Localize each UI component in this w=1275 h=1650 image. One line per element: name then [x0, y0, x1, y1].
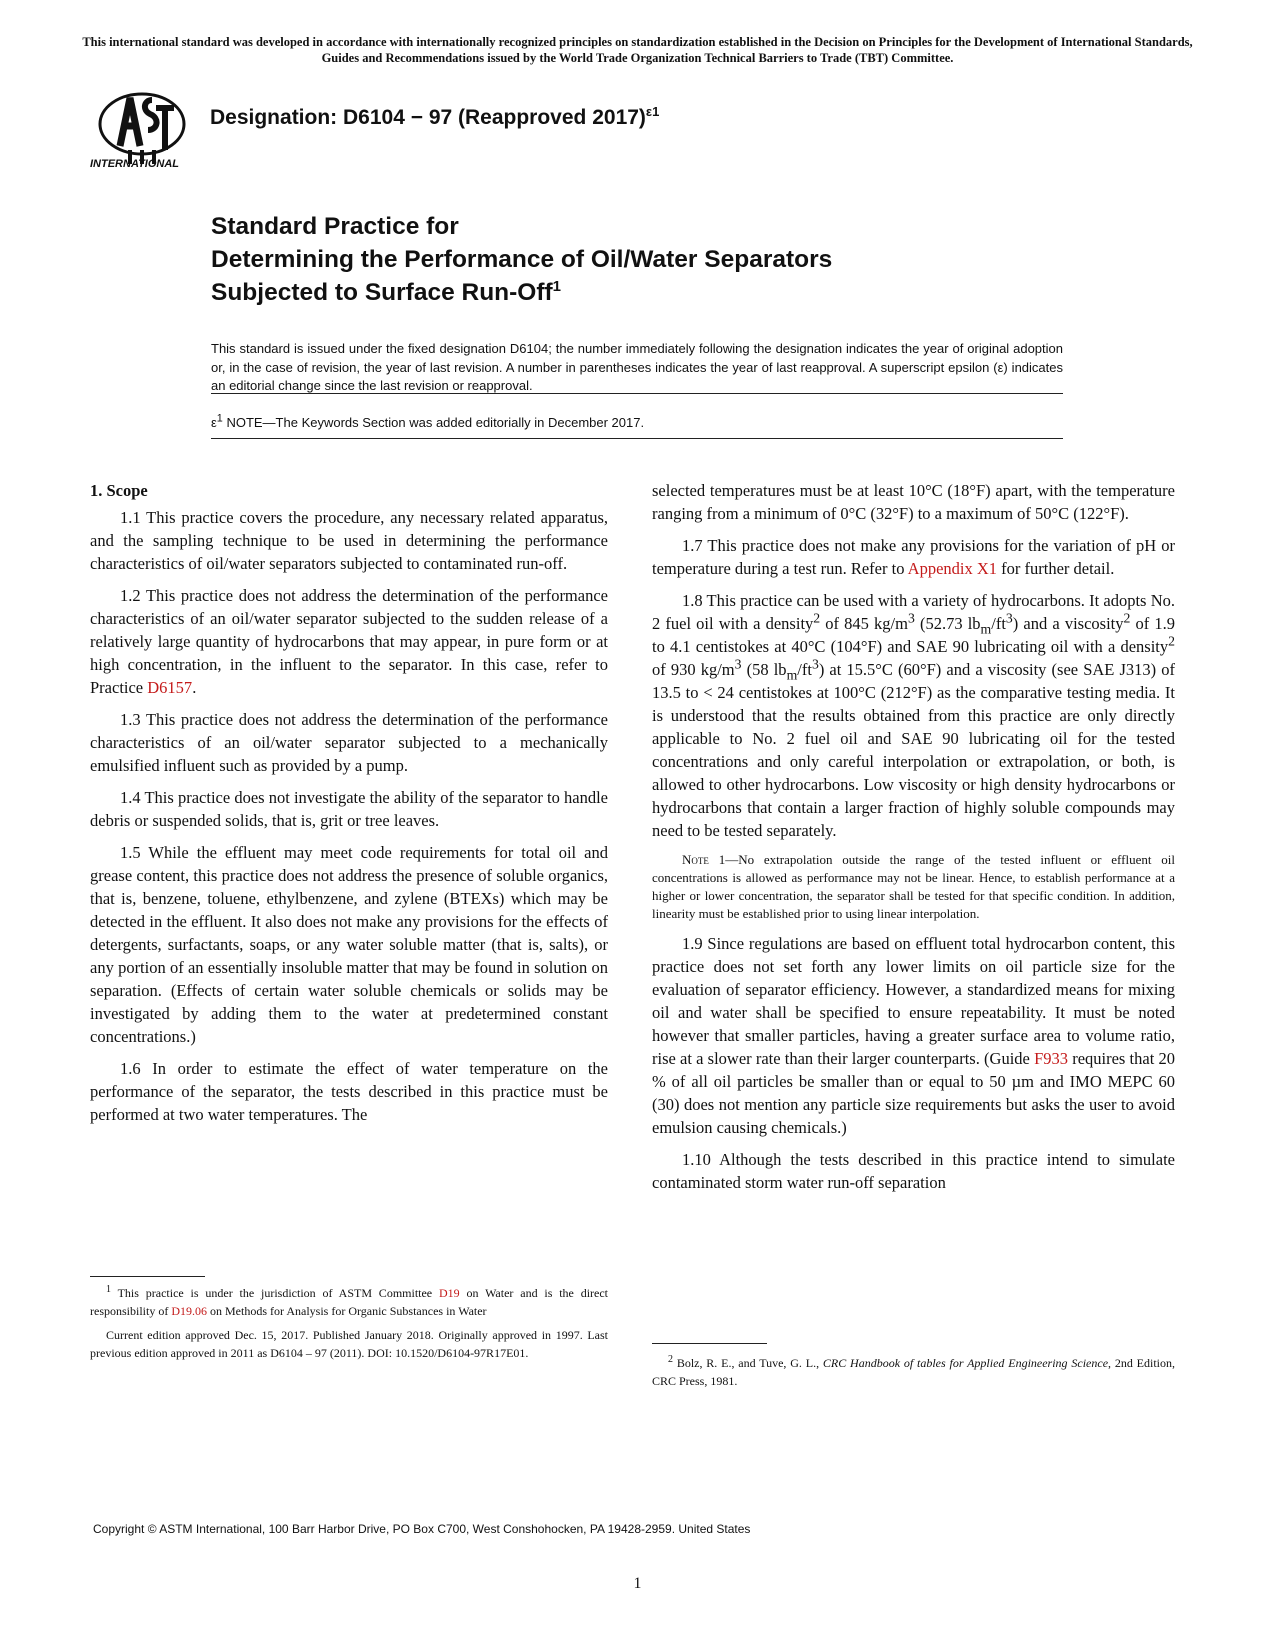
- footnote-2: $^2$ Bolz, R. E., and Tuve, G. L., CRC Handbook of tables for Applied Engineering Science, 2nd Edition, CRC Press, 1981.: [652, 1354, 1175, 1388]
- divider: [211, 438, 1063, 439]
- title-line-1: Standard Practice for: [211, 213, 459, 240]
- logo-text: INTERNATIONAL: [90, 158, 180, 170]
- paragraph-1-2: 1.2 This practice does not address the determination of the performance characteristics of an oil/water separator subjected to the sudden release of a relatively large quantity of hydrocarbons that may appear, in pure form or at high concentration, in the influent to the separator. In this case, refer to Practice D6157.: [90, 586, 608, 697]
- astm-logo: [90, 88, 195, 178]
- link-d19[interactable]: D19: [438, 1286, 460, 1300]
- header-notice: This international standard was developed in accordance with internationally recognized principles on standardization established in the Decision on Principles for the Development of International Standards, Guides and Recommendations issued by the World Trade Organization Technical Barriers to Trade (TBT) Committee.: [82, 35, 1193, 65]
- footnote-1-edition: Current edition approved Dec. 15, 2017. Published January 2018. Originally approved in 1997. Last previous edition approved in 2011 as D6104 – 97 (2011). DOI: 10.1520/D6104-97R17E01.: [90, 1328, 608, 1360]
- note-1: Note 1—No extrapolation outside the range of the tested influent or effluent oil concentrations is allowed as performance may not be linear. Hence, to establish performance at a higher or lower concentration, the separator shall be tested for that specific condition. In addition, linearity must be established prior to using linear interpolation.: [652, 852, 1175, 921]
- designation-label: Designation: D6104 − 97 (Reapproved 2017): [210, 106, 646, 129]
- left-column: [90, 479, 608, 1135]
- paragraph-1-6: 1.6 In order to estimate the effect of water temperature on the performance of the separator, the tests described in this practice must be performed at two water temperatures. The: [90, 1059, 608, 1124]
- title-footnote-ref: 1: [552, 277, 562, 295]
- paragraph-1-5: 1.5 While the effluent may meet code requirements for total oil and grease content, this practice does not address the presence of soluble organics, that is, benzene, toluene, ethylbenzene, and zylene (BTEXs) which may be detected in the effluent. It also does not make any provisions for the effects of detergents, surfactants, soaps, or any water soluble matter (that is, salts), or any portion of an essentially insoluble matter that may be found in solution on separation. (Effects of certain water soluble chemicals or solids may be investigated by adding them to the water at predetermined constant concentrations.): [90, 843, 608, 1046]
- link-appendix-x1[interactable]: Appendix X1: [907, 559, 998, 578]
- copyright: Copyright © ASTM International, 100 Barr Harbor Drive, PO Box C700, West Conshohocken, PA 19428-2959. United States: [93, 1522, 751, 1536]
- designation: [210, 106, 659, 130]
- paragraph-1-1: 1.1 This practice covers the procedure, any necessary related apparatus, and the sampling technique to be used in determining the performance characteristics of oil/water separators subjected to contaminated run-off.: [90, 508, 608, 573]
- footnote-divider: [90, 1276, 205, 1277]
- editorial-note: $\varepsilon^1$ NOTE—The Keywords Section was added editorially in December 2017.: [211, 412, 645, 430]
- link-d6157[interactable]: D6157: [147, 678, 193, 697]
- paragraph-1-9: 1.9 Since regulations are based on effluent total hydrocarbon content, this practice does not set forth any lower limits on oil particle size for the evaluation of separator efficiency. However, a standardized means for mixing oil and water shall be specified to ensure repeatability. It must be noted however that smaller particles, having a greater surface area to volume ratio, rise at a slower rate than their larger counterparts. (Guide F933 requires that 20 % of all oil particles be smaller than or equal to 50 µm and IMO MEPC 60 (30) does not mention any particle size requirements but asks the user to avoid emulsion causing chemicals.): [652, 934, 1175, 1137]
- divider: [211, 393, 1063, 394]
- section-heading: 1. Scope: [90, 481, 148, 500]
- page-number: 1: [633, 1575, 642, 1592]
- document-title: [211, 210, 832, 309]
- issuance-note: This standard is issued under the fixed designation D6104; the number immediately following the designation indicates the year of original adoption or, in the case of revision, the year of last revision. A number in parentheses indicates the year of last reapproval. A superscript epsilon (ε) indicates an editorial change since the last revision or reapproval.: [211, 341, 1063, 393]
- paragraph-1-7: 1.7 This practice does not make any provisions for the variation of pH or temperature during a test run. Refer to Appendix X1 for further detail.: [652, 536, 1175, 578]
- footnote-divider: [652, 1343, 767, 1344]
- paragraph-1-4: 1.4 This practice does not investigate the ability of the separator to handle debris or suspended solids, that is, grit or tree leaves.: [90, 788, 608, 830]
- link-f933[interactable]: F933: [1034, 1049, 1068, 1068]
- paragraph-1-10: 1.10 Although the tests described in this practice intend to simulate contaminated storm water run-off separation: [652, 1150, 1175, 1192]
- designation-epsilon: ε1: [645, 104, 660, 119]
- title-line-3: Subjected to Surface Run-Off$^1$: [211, 277, 562, 306]
- title-line-2: Determining the Performance of Oil/Water Separators: [211, 246, 833, 273]
- right-column: [652, 479, 1175, 1203]
- footnote-1: $^1$ This practice is under the jurisdiction of ASTM Committee D19 on Water and is the direct responsibility of D19.06 on Methods for Analysis for Organic Substances in Water Current edition approved Dec. 15, 2017. Published January 2018. Originally approved in 1997. Last previous edition approved in 2011 as D6104 – 97 (2011). DOI: 10.1520/D6104-97R17E01.: [90, 1284, 609, 1360]
- link-d19-06[interactable]: D19.06: [171, 1304, 207, 1318]
- paragraph-1-3: 1.3 This practice does not address the determination of the performance characteristics of an oil/water separator subjected to a mechanically emulsified influent such as provided by a pump.: [90, 710, 608, 775]
- paragraph-1-6-continued: selected temperatures must be at least 10°C (18°F) apart, with the temperature ranging from a minimum of 0°C (32°F) to a maximum of 50°C (122°F).: [652, 481, 1175, 523]
- paragraph-1-8: 1.8 This practice can be used with a variety of hydrocarbons. It adopts No. 2 fuel oil with a density$^2$ of 845 $kg/m^3$ (52.73 $lb_m/ft^3$) and a viscosity$^2$ of 1.9 to 4.1 centistokes at 40°C (104°F) and SAE 90 lubricating oil with a density$^2$ of 930 $kg/m^3$ (58 $lb_m/ft^3$) at 15.5°C (60°F) and a viscosity (see SAE J313) of 13.5 to < 24 centistokes at 100°C (212°F) as the comparative testing media. It is understood that the results obtained from this practice are only directly applicable to No. 2 fuel oil and SAE 90 lubricating oil for the tested concentrations and only careful interpolation or extrapolation, or both, is allowed to other hydrocarbons. Low viscosity or high density hydrocarbons or hydrocarbons that contain a larger fraction of highly soluble compounds may need to be tested separately.: [652, 591, 1175, 840]
